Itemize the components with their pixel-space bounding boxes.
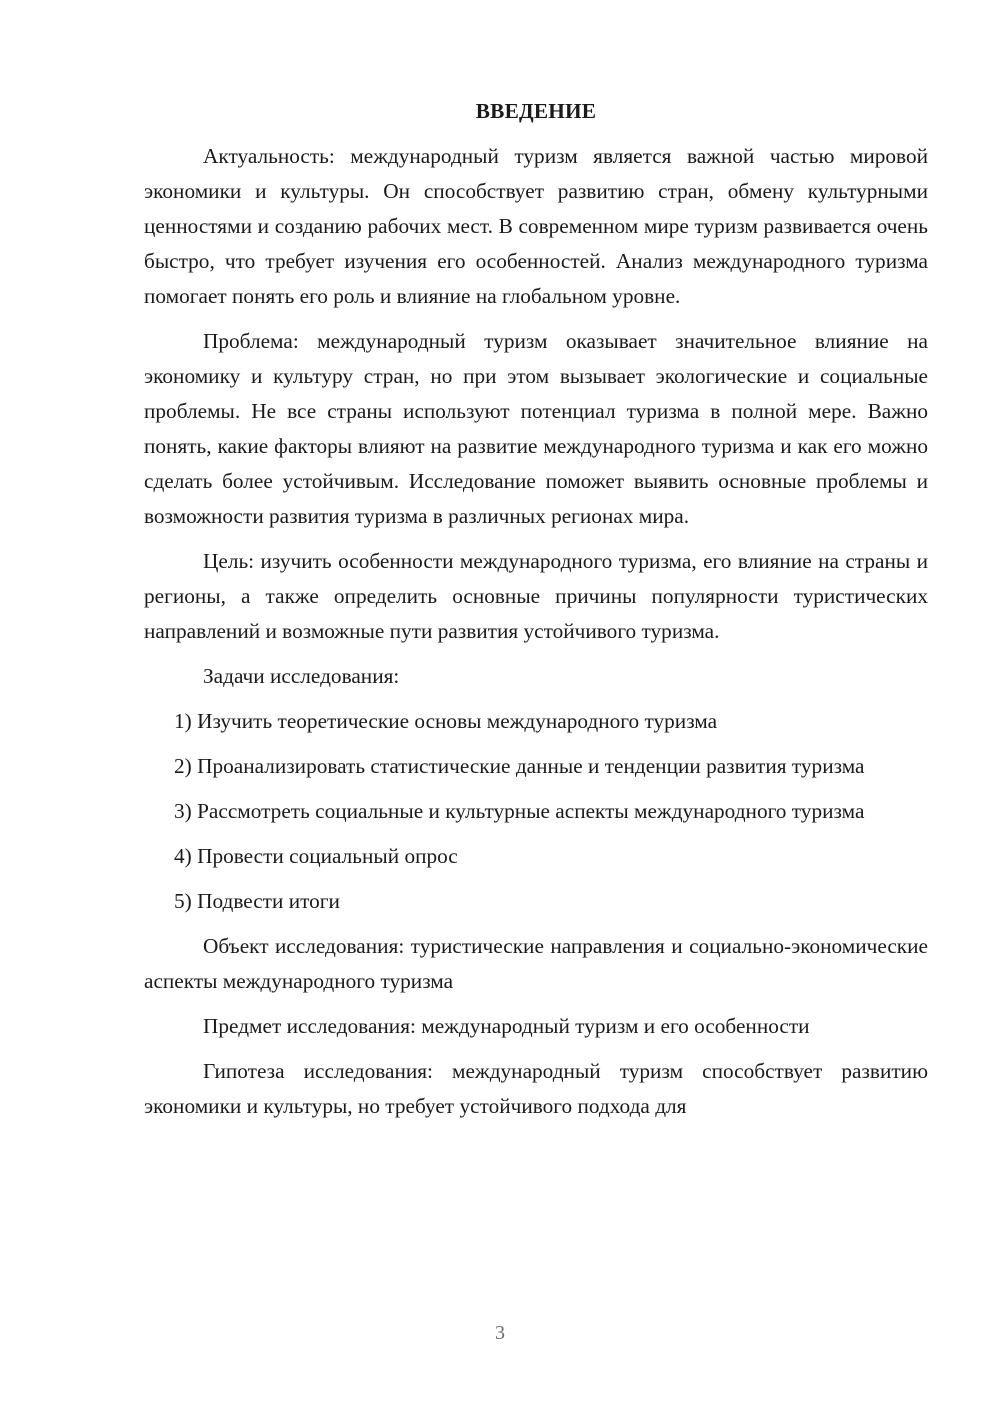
tasks-heading: Задачи исследования: xyxy=(203,664,400,688)
section-title: ВВЕДЕНИЕ xyxy=(475,99,597,123)
task-item-4: 4) Провести социальный опрос xyxy=(174,844,458,868)
paragraph-relevance: Актуальность: международный туризм является важной частью мировой экономики и культуры. Он способствует развитию стран, обмену культурными ценностями и созданию рабочих мест. В современном мире туризм развивается очень быстро, что требует изучения его особенностей. Анализ международного туризма помогает понять его роль и влияние на глобальном уровне. xyxy=(144,144,928,308)
page-content xyxy=(144,94,928,1134)
task-item-5: 5) Подвести итоги xyxy=(174,889,340,913)
task-item-1: 1) Изучить теоретические основы международного туризма xyxy=(174,709,718,733)
paragraph-goal: Цель: изучить особенности международного туризма, его влияние на страны и регионы, а также определить основные причины популярности туристических направлений и возможные пути развития устойчивого туризма. xyxy=(144,549,928,643)
paragraph-subject: Предмет исследования: международный туризм и его особенности xyxy=(203,1014,810,1038)
task-item-3: 3) Рассмотреть социальные и культурные аспекты международного туризма xyxy=(174,799,865,823)
page-number: 3 xyxy=(495,1322,505,1344)
paragraph-problem: Проблема: международный туризм оказывает значительное влияние на экономику и культуру стран, но при этом вызывает экологические и социальные проблемы. Не все страны используют потенциал туризма в полной мере. Важно понять, какие факторы влияют на развитие международного туризма и как его можно сделать более устойчивым. Исследование поможет выявить основные проблемы и возможности развития туризма в различных регионах мира. xyxy=(144,329,928,528)
task-item-2: 2) Проанализировать статистические данные и тенденции развития туризма xyxy=(174,754,865,778)
paragraph-object: Объект исследования: туристические направления и социально-экономические аспекты международного туризма xyxy=(144,934,928,993)
paragraph-hypothesis: Гипотеза исследования: международный туризм способствует развитию экономики и культуры, но требует устойчивого подхода для xyxy=(144,1059,928,1118)
